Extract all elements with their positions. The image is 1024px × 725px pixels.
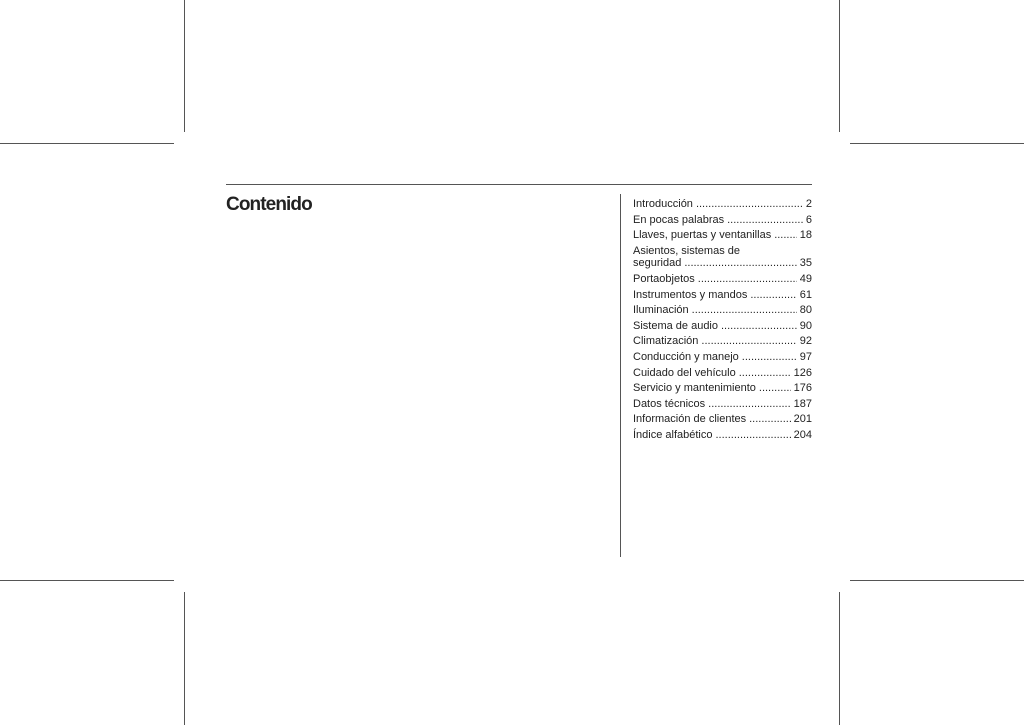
toc-entry-servicio-mantenimiento xyxy=(633,382,812,395)
toc-row xyxy=(633,257,812,270)
crop-mark-bottom-right-vertical xyxy=(839,592,840,725)
toc-entry-page: 201 xyxy=(793,413,812,426)
toc-entry-indice-alfabetico xyxy=(633,429,812,442)
toc-entry-title: Climatización xyxy=(633,335,699,348)
dot-leader xyxy=(749,413,791,426)
toc-entry-title: Instrumentos y mandos xyxy=(633,288,748,301)
table-of-contents xyxy=(633,198,812,445)
toc-entry-page: 6 xyxy=(805,213,812,226)
toc-entry-page: 92 xyxy=(799,335,812,348)
crop-mark-top-left-horizontal xyxy=(0,143,174,144)
toc-entry-page: 204 xyxy=(793,428,812,441)
dot-leader xyxy=(759,382,791,395)
toc-entry-title: En pocas palabras xyxy=(633,213,725,226)
toc-entry-title: Datos técnicos xyxy=(633,397,706,410)
column-divider xyxy=(620,194,621,557)
header-rule xyxy=(226,184,812,185)
toc-row xyxy=(633,367,812,380)
toc-entry-page: 61 xyxy=(799,288,812,301)
dot-leader xyxy=(696,198,803,211)
dot-leader xyxy=(742,351,797,364)
dot-leader xyxy=(721,320,797,333)
toc-entry-page: 126 xyxy=(793,366,812,379)
toc-entry-conduccion-manejo xyxy=(633,351,812,364)
toc-row xyxy=(633,413,812,426)
toc-entry-instrumentos-mandos xyxy=(633,289,812,302)
toc-row xyxy=(633,304,812,317)
crop-mark-top-right-horizontal xyxy=(850,143,1024,144)
toc-entry-page: 35 xyxy=(799,257,812,270)
toc-entry-informacion-clientes xyxy=(633,413,812,426)
toc-entry-page: 2 xyxy=(805,198,812,210)
page-title: Contenido xyxy=(226,194,312,215)
toc-row xyxy=(633,429,812,442)
toc-entry-page: 18 xyxy=(799,229,812,242)
toc-entry-cuidado-vehiculo xyxy=(633,367,812,380)
toc-entry-title: Información de clientes xyxy=(633,413,747,426)
toc-row xyxy=(633,320,812,333)
toc-entry-title: Sistema de audio xyxy=(633,319,718,332)
crop-mark-top-right-vertical xyxy=(839,0,840,132)
toc-entry-llaves-puertas-ventanillas xyxy=(633,229,812,242)
toc-row xyxy=(633,214,812,227)
dot-leader xyxy=(701,335,796,348)
dot-leader xyxy=(716,429,791,442)
toc-entry-title: Iluminación xyxy=(633,304,689,317)
toc-entry-page: 187 xyxy=(793,397,812,410)
toc-entry-sistema-audio xyxy=(633,320,812,333)
toc-entry-title: Cuidado del vehículo xyxy=(633,366,736,379)
toc-row xyxy=(633,273,812,286)
toc-entry-portaobjetos xyxy=(633,273,812,286)
toc-row xyxy=(633,351,812,364)
toc-entry-page: 97 xyxy=(799,350,812,363)
toc-entry-page: 49 xyxy=(799,272,812,285)
toc-entry-page: 176 xyxy=(793,382,812,395)
dot-leader xyxy=(684,257,796,270)
crop-mark-bottom-left-vertical xyxy=(184,592,185,725)
toc-row xyxy=(633,198,812,211)
toc-row xyxy=(633,335,812,348)
toc-row xyxy=(633,289,812,302)
crop-mark-bottom-right-horizontal xyxy=(850,580,1024,581)
dot-leader xyxy=(698,273,797,286)
toc-entry-datos-tecnicos xyxy=(633,398,812,411)
toc-entry-title: Servicio y mantenimiento xyxy=(633,382,756,395)
crop-mark-top-left-vertical xyxy=(184,0,185,132)
dot-leader xyxy=(727,214,803,227)
dot-leader xyxy=(774,229,797,242)
toc-entry-introduccion xyxy=(633,198,812,211)
toc-entry-asientos-sistemas-seguridad xyxy=(633,245,812,270)
toc-row xyxy=(633,398,812,411)
toc-entry-page: 80 xyxy=(799,304,812,317)
dot-leader xyxy=(692,304,797,317)
toc-entry-title: Conducción y manejo xyxy=(633,350,739,363)
toc-row xyxy=(633,229,812,242)
toc-entry-climatizacion xyxy=(633,335,812,348)
toc-entry-title: Portaobjetos xyxy=(633,272,695,285)
toc-entry-en-pocas-palabras xyxy=(633,214,812,227)
dot-leader xyxy=(750,289,796,302)
toc-entry-title-first-line: Asientos, sistemas de xyxy=(633,244,740,257)
dot-leader xyxy=(708,398,790,411)
crop-mark-bottom-left-horizontal xyxy=(0,580,174,581)
toc-entry-iluminacion xyxy=(633,304,812,317)
toc-entry-title: Índice alfabético xyxy=(633,428,713,441)
toc-entry-title: Llaves, puertas y ventanillas xyxy=(633,229,772,242)
toc-row xyxy=(633,382,812,395)
toc-entry-title: Introducción xyxy=(633,198,693,210)
dot-leader xyxy=(739,367,791,380)
toc-entry-page: 90 xyxy=(799,319,812,332)
toc-entry-title: seguridad xyxy=(633,257,682,270)
